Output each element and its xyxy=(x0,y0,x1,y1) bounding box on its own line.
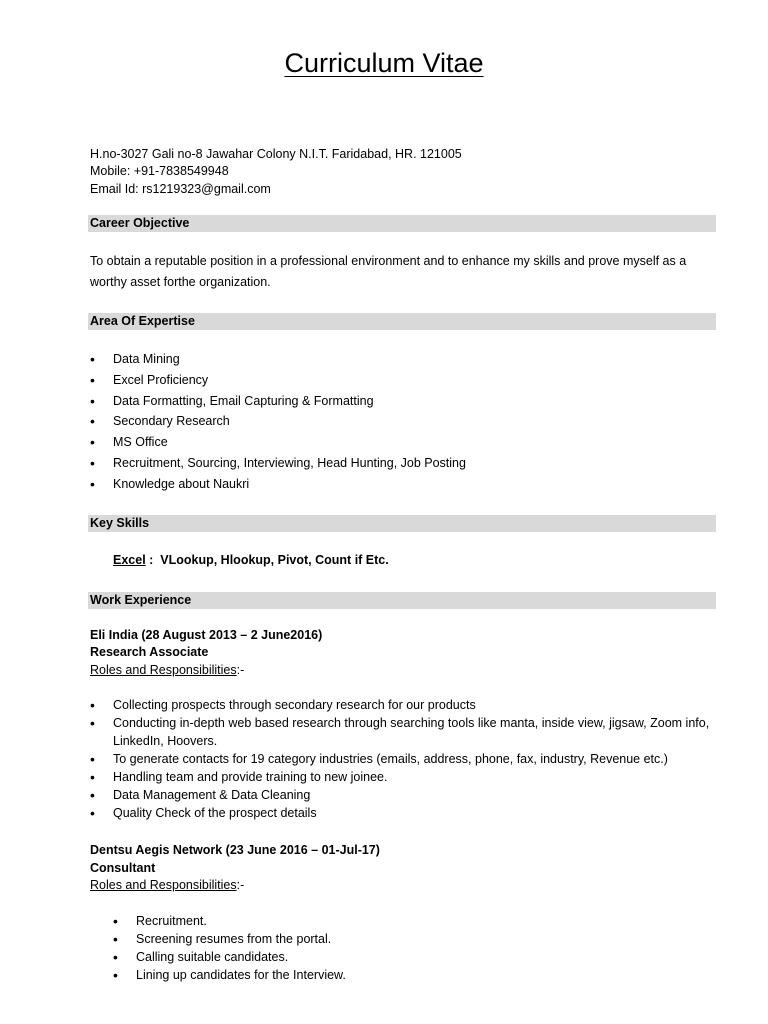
responsibilities-list xyxy=(113,912,703,984)
section-area-of-expertise: Area Of Expertise xyxy=(88,313,716,330)
roles-label: Roles and Responsibilities xyxy=(90,663,237,677)
list-item: • Quality Check of the prospect details xyxy=(90,804,710,822)
list-item: • Recruitment. xyxy=(113,912,703,930)
contact-email: Email Id: rs1219323@gmail.com xyxy=(90,182,271,196)
roles-heading xyxy=(90,877,244,894)
list-item: • Conducting in-depth web based research through searching tools like manta, inside view, jigsaw, Zoom info, LinkedIn, Hoovers. xyxy=(90,714,710,750)
section-key-skills: Key Skills xyxy=(88,515,716,532)
roles-heading xyxy=(90,662,244,679)
list-item: • Recruitment, Sourcing, Interviewing, Head Hunting, Job Posting xyxy=(90,453,466,474)
list-item: • Collecting prospects through secondary research for our products xyxy=(90,696,710,714)
expertise-list xyxy=(90,349,466,495)
job-company: Eli India (28 August 2013 – 2 June2016) xyxy=(90,628,323,642)
contact-address: H.no-3027 Gali no-8 Jawahar Colony N.I.T. Faridabad, HR. 121005 xyxy=(90,147,462,161)
section-work-experience: Work Experience xyxy=(88,592,716,609)
roles-suffix: :- xyxy=(236,878,245,892)
key-skills-value: VLookup, Hlookup, Pivot, Count if Etc. xyxy=(160,553,389,567)
roles-label: Roles and Responsibilities xyxy=(90,878,237,892)
list-item: • Data Formatting, Email Capturing & Formatting xyxy=(90,391,466,412)
document-title: Curriculum Vitae xyxy=(284,48,484,78)
career-objective-text: To obtain a reputable position in a professional environment and to enhance my skills and prove myself as a worthy asset forthe organization. xyxy=(90,254,687,289)
job-role: Consultant xyxy=(90,861,156,875)
responsibilities-list xyxy=(90,696,710,822)
list-item: • Data Management & Data Cleaning xyxy=(90,786,710,804)
list-item: • Secondary Research xyxy=(90,411,466,432)
job-company: Dentsu Aegis Network (23 June 2016 – 01-Jul-17) xyxy=(90,843,380,857)
key-skills-label: Excel xyxy=(113,553,146,567)
section-career-objective: Career Objective xyxy=(88,215,716,232)
list-item: • Calling suitable candidates. xyxy=(113,948,703,966)
list-item: • To generate contacts for 19 category industries (emails, address, phone, fax, industry, Revenue etc.) xyxy=(90,750,710,768)
list-item: • MS Office xyxy=(90,432,466,453)
list-item: • Screening resumes from the portal. xyxy=(113,930,703,948)
key-skills-separator: : xyxy=(145,553,161,567)
list-item: • Knowledge about Naukri xyxy=(90,474,466,495)
contact-mobile: Mobile: +91-7838549948 xyxy=(90,164,229,178)
job-role: Research Associate xyxy=(90,645,209,659)
list-item: • Excel Proficiency xyxy=(90,370,466,391)
list-item: • Lining up candidates for the Interview. xyxy=(113,966,703,984)
list-item: • Handling team and provide training to new joinee. xyxy=(90,768,710,786)
roles-suffix: :- xyxy=(236,663,245,677)
key-skills-line xyxy=(113,552,389,569)
list-item: • Data Mining xyxy=(90,349,466,370)
